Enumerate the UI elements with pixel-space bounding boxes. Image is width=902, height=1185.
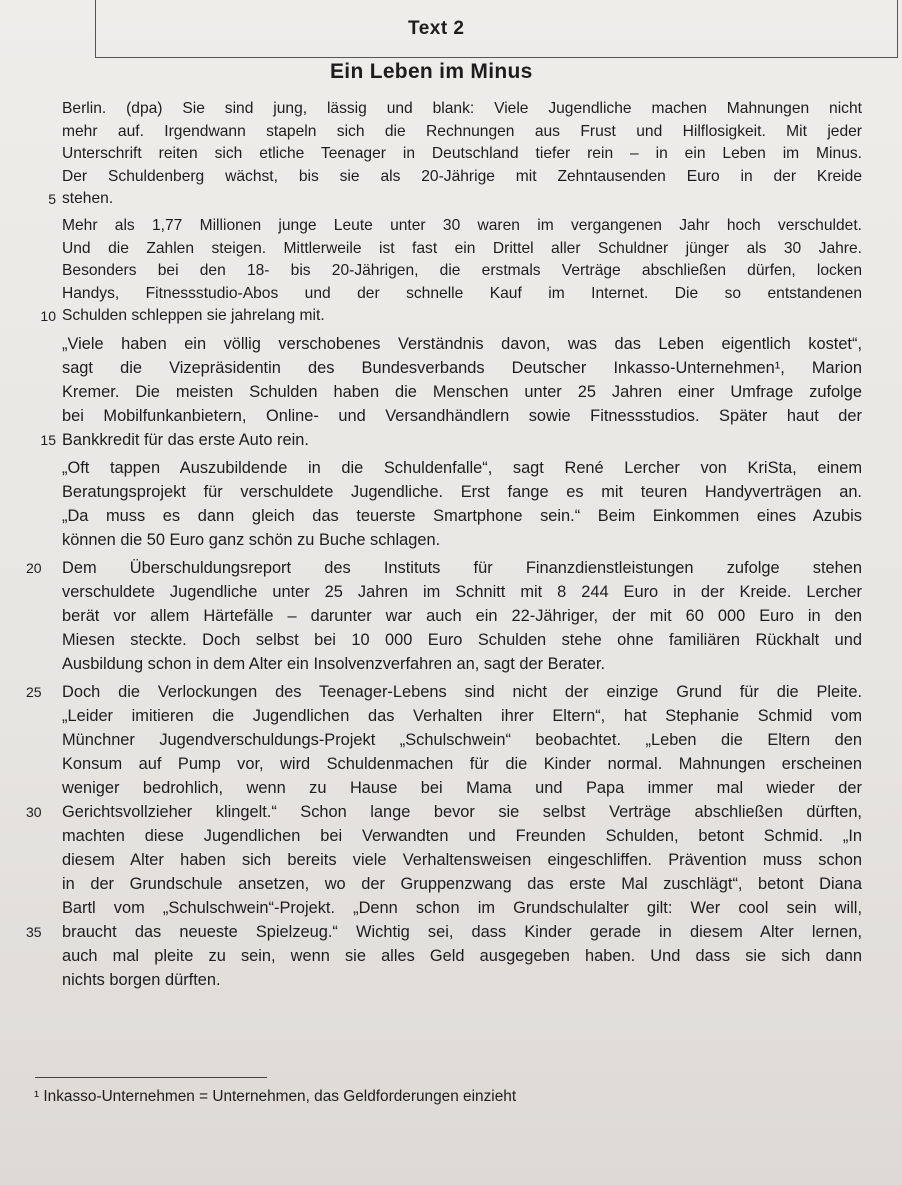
text-line: braucht das neueste Spielzeug.“ Wichtig sei, dass Kinder gerade in diesem Alter lernen, — [62, 922, 862, 941]
text-line: weniger bedrohlich, wenn zu Hause bei Mama und Papa immer mal wieder der — [62, 778, 862, 797]
text-line: Gerichtsvollzieher klingelt.“ Schon lange bevor sie selbst Verträge abschließen dürften, — [62, 802, 862, 821]
footnote-divider — [35, 1077, 267, 1078]
text-line: Dem Überschuldungsreport des Instituts für Finanzdienstleistungen zufolge stehen — [62, 558, 862, 577]
text-line: Mehr als 1,77 Millionen junge Leute unter 30 waren im vergangenen Jahr hoch verschuldet. — [62, 216, 862, 234]
text-line: verschuldete Jugendliche unter 25 Jahren im Schnitt mit 8 244 Euro in der Kreide. Lercher — [62, 582, 862, 601]
article-title: Ein Leben im Minus — [330, 60, 533, 83]
text-line: berät vor allem Härtefälle – darunter war auch ein 22-Jähriger, der mit 60 000 Euro in den — [62, 606, 862, 625]
text-line: „Leider imitieren die Jugendlichen das Verhalten ihrer Eltern“, hat Stephanie Schmid vom — [62, 706, 862, 725]
text-line: sagt die Vizepräsidentin des Bundesverbands Deutscher Inkasso-Unternehmen¹, Marion — [62, 358, 862, 377]
text-line: bei Mobilfunkanbietern, Online- und Versandhändlern sowie Fitnessstudios. Später haut der — [62, 406, 862, 425]
text-line-numbered — [26, 920, 862, 944]
text-line: diesem Alter haben sich bereits viele Verhaltensweisen eingeschliffen. Prävention muss schon — [62, 850, 862, 869]
text-line: Besonders bei den 18- bis 20-Jährigen, die erstmals Verträge abschließen dürfen, locken — [62, 262, 862, 280]
text-line: Schulden schleppen sie jahrelang mit. — [62, 307, 325, 325]
text-line: können die 50 Euro ganz schön zu Buche schlagen. — [62, 530, 441, 549]
line-number: 10 — [40, 308, 56, 325]
text-line: stehen. — [62, 190, 114, 208]
text-line: „Da muss es dann gleich das teuerste Smartphone sein.“ Beim Einkommen eines Azubis — [62, 506, 862, 525]
text-line-numbered — [40, 305, 862, 328]
line-number: 5 — [48, 191, 56, 208]
text-line: mehr auf. Irgendwann stapeln sich die Rechnungen aus Frust und Hilflosigkeit. Mit jeder — [62, 122, 862, 140]
text-line-numbered — [26, 556, 862, 580]
text-line: Berlin. (dpa) Sie sind jung, lässig und blank: Viele Jugendliche machen Mahnungen nicht — [62, 100, 862, 117]
text-line: machten diese Jugendlichen bei Verwandten und Freunden Schulden, betont Schmid. „In — [62, 826, 862, 845]
text-line-numbered — [26, 680, 862, 704]
text-line: in der Grundschule ansetzen, wo der Gruppenzwang das erste Mal zuschlägt“, betont Diana — [62, 874, 862, 893]
text-line-numbered — [26, 800, 862, 824]
text-line: Handys, Fitnessstudio-Abos und der schnelle Kauf im Internet. Die so entstandenen — [62, 284, 862, 302]
text-line: Kremer. Die meisten Schulden haben die Menschen unter 25 Jahren einer Umfrage zufolge — [62, 382, 862, 401]
line-number: 15 — [40, 431, 56, 448]
article-body — [26, 98, 862, 992]
line-number: 25 — [26, 683, 42, 700]
header-box — [95, 0, 898, 58]
line-number: 35 — [26, 923, 42, 940]
text-line: nichts borgen dürften. — [62, 970, 221, 989]
text-line: „Viele haben ein völlig verschobenes Verständnis davon, was das Leben eigentlich kostet“, — [62, 334, 862, 353]
text-line: Beratungsprojekt für verschuldete Jugendliche. Erst fange es mit teuren Handyverträgen an. — [62, 482, 862, 501]
text-line: Münchner Jugendverschuldungs-Projekt „Schulschwein“ beobachtet. „Leben die Eltern den — [62, 730, 862, 749]
text-line: Miesen steckte. Doch selbst bei 10 000 Euro Schulden stehe ohne familiären Rückhalt und — [62, 630, 862, 649]
text-line: auch mal pleite zu sein, wenn sie alles Geld ausgegeben haben. Und dass sie sich dann — [62, 946, 862, 965]
text-line: Der Schuldenberg wächst, bis sie als 20-Jährige mit Zehntausenden Euro in der Kreide — [62, 167, 862, 185]
text-line: „Oft tappen Auszubildende in die Schuldenfalle“, sagt René Lercher von KriSta, einem — [62, 458, 862, 477]
footnote: ¹ Inkasso-Unternehmen = Unternehmen, das Geldforderungen einzieht — [34, 1088, 517, 1105]
text-line-numbered — [48, 188, 862, 211]
text-label: Text 2 — [408, 18, 465, 39]
line-number: 30 — [26, 803, 42, 820]
text-line: Unterschrift reiten sich etliche Teenager in Deutschland tiefer rein – in ein Leben im Minus. — [62, 145, 862, 163]
text-line: Bankkredit für das erste Auto rein. — [62, 430, 309, 449]
text-line: Ausbildung schon in dem Alter ein Insolvenzverfahren an, sagt der Berater. — [62, 654, 606, 673]
line-number: 20 — [26, 559, 42, 576]
text-line: Doch die Verlockungen des Teenager-Lebens sind nicht der einzige Grund für die Pleite. — [62, 682, 862, 701]
text-line: Bartl vom „Schulschwein“-Projekt. „Denn schon im Grundschulalter gilt: Wer cool sein will, — [62, 898, 862, 917]
text-line-numbered — [40, 428, 862, 452]
text-line: Und die Zahlen steigen. Mittlerweile ist fast ein Drittel aller Schuldner jünger als 30 Jahre. — [62, 239, 862, 257]
text-line: Konsum auf Pump vor, wird Schuldenmachen für die Kinder normal. Mahnungen erscheinen — [62, 754, 862, 773]
